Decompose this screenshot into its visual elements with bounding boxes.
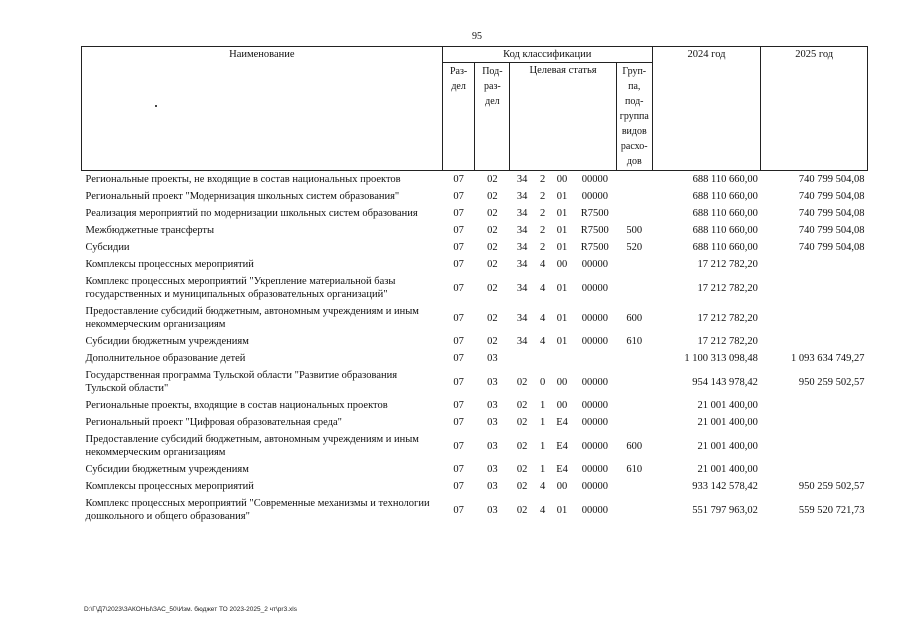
table-row [82,431,868,461]
row-section: 07 [453,208,464,219]
row-target-type: 4 [539,259,546,270]
row-amount-2024: 688 110 660,00 [692,225,758,236]
row-target-program: 34 [516,208,528,219]
row-amount-2024: 688 110 660,00 [692,208,758,219]
row-amount-2025: 740 799 504,08 [798,174,865,185]
row-target-sub: 01 [556,208,568,219]
row-target-type: 2 [539,225,546,236]
row-subsection: 02 [487,208,498,219]
header-expense-group: Груп- па, под- группа видов расхо- дов [616,63,652,171]
row-target-type: 4 [539,282,546,294]
row-subsection: 02 [487,259,498,270]
row-target-type: 1 [539,440,546,452]
row-amount-2024: 21 001 400,00 [697,417,758,428]
row-section: 07 [453,353,464,364]
row-section: 07 [453,174,464,185]
row-target-direction [573,350,616,367]
row-amount-2024: 21 001 400,00 [697,464,758,475]
row-target-program: 02 [516,417,528,428]
row-target-sub: 01 [556,282,568,294]
row-amount-2024: 17 212 782,20 [697,259,758,270]
table-row [82,350,868,367]
header-target-article: Целевая статья [510,63,617,171]
row-target-sub: 00 [556,174,568,185]
header-name: Наименование [82,47,443,171]
row-target-program: 34 [516,191,528,202]
row-target-sub: 00 [556,481,568,492]
row-name: Региональные проекты, входящие в состав национальных проектов [85,400,388,411]
budget-table [81,46,868,525]
row-target-direction: 00000 [581,174,608,185]
row-target-type: 4 [539,481,546,492]
row-target-program: 34 [516,312,528,324]
header-year-2025: 2025 год [761,47,868,171]
row-expense-group [616,367,652,397]
row-subsection: 02 [487,191,498,202]
row-section: 07 [453,282,464,294]
row-name: Комплексы процессных мероприятий [85,259,254,270]
table-body [82,171,868,526]
row-section: 07 [453,504,464,516]
row-subsection: 02 [487,336,498,347]
row-amount-2024: 17 212 782,20 [697,336,758,347]
row-target-sub [551,350,574,367]
row-subsection: 02 [487,282,498,294]
row-name: Субсидии бюджетным учреждениям [85,336,249,347]
row-target-type: 4 [539,504,546,516]
row-expense-group [616,273,652,303]
row-target-type: 2 [539,208,546,219]
row-target-direction: R7500 [580,242,609,253]
row-amount-2025 [761,461,868,478]
header-code-classification: Код классификации [442,47,652,63]
row-name: Дополнительное образование детей [85,353,246,364]
row-target-program: 02 [516,376,528,388]
row-expense-group [616,350,652,367]
row-amount-2025 [761,431,868,461]
row-section: 07 [453,400,464,411]
row-target-direction: 00000 [581,376,608,388]
row-target-direction: 00000 [581,336,608,347]
row-subsection: 02 [487,312,498,324]
row-target-type: 2 [539,174,546,185]
row-subsection: 02 [487,242,498,253]
row-target-type: 1 [539,417,546,428]
row-target-program: 02 [516,464,528,475]
row-amount-2024: 1 100 313 098,48 [684,353,758,364]
row-name: Субсидии бюджетным учреждениям [85,464,249,475]
row-target-type: 2 [539,191,546,202]
row-amount-2025: 740 799 504,08 [798,208,865,219]
header-subsection: Под- раз- дел [475,63,510,171]
row-target-direction: 00000 [581,464,608,475]
row-target-type: 4 [539,336,546,347]
row-subsection: 03 [487,464,498,475]
row-expense-group [616,171,652,189]
row-amount-2025 [761,414,868,431]
row-amount-2024: 17 212 782,20 [697,282,758,294]
row-section: 07 [453,417,464,428]
table-row [82,205,868,222]
row-expense-group [616,397,652,414]
footer-file-path: D:\Г\Д7\2023\ЗАКОНЫ\ЗАС_50\Изм. бюджет ТО 2023-2025_2 чт\pr3.xls [84,606,297,613]
row-amount-2024: 551 797 963,02 [692,504,758,516]
row-section: 07 [453,242,464,253]
row-amount-2024: 954 143 978,42 [692,376,758,388]
row-amount-2024: 21 001 400,00 [697,400,758,411]
row-amount-2024: 17 212 782,20 [697,312,758,324]
row-amount-2024: 688 110 660,00 [692,242,758,253]
row-section: 07 [453,376,464,388]
row-amount-2025: 740 799 504,08 [798,191,865,202]
row-target-sub: 01 [556,242,568,253]
row-section: 07 [453,481,464,492]
row-target-program: 34 [516,336,528,347]
row-amount-2025 [761,303,868,333]
row-name: Государственная программа Тульской области "Развитие образования Тульской области" [85,370,398,394]
row-target-program [510,350,535,367]
row-target-program: 34 [516,225,528,236]
row-section: 07 [453,464,464,475]
row-expense-group [616,205,652,222]
row-name: Предоставление субсидий бюджетным, автономным учреждениям и иным некоммерческим организациям [85,434,419,458]
row-subsection: 02 [487,174,498,185]
row-target-direction: R7500 [580,208,609,219]
row-target-type: 2 [539,242,546,253]
row-name: Межбюджетные трансферты [85,225,215,236]
row-target-type: 0 [539,376,546,388]
table-row [82,461,868,478]
row-amount-2024: 21 001 400,00 [697,440,758,452]
row-amount-2025: 950 259 502,57 [798,376,865,388]
row-amount-2025 [761,273,868,303]
row-expense-group: 600 [626,312,643,324]
row-target-program: 02 [516,440,528,452]
row-section: 07 [453,336,464,347]
row-target-sub: 01 [556,191,568,202]
row-target-direction: 00000 [581,417,608,428]
row-target-direction: 00000 [581,400,608,411]
row-subsection: 03 [487,440,498,452]
row-name: Комплексы процессных мероприятий [85,481,254,492]
row-expense-group: 610 [626,336,643,347]
row-subsection: 03 [487,353,498,364]
row-target-sub: 01 [556,225,568,236]
row-subsection: 03 [487,400,498,411]
row-name: Реализация мероприятий по модернизации школьных систем образования [85,208,418,219]
table-row [82,256,868,273]
row-target-program: 34 [516,259,528,270]
row-amount-2025: 950 259 502,57 [798,481,865,492]
row-amount-2024: 688 110 660,00 [692,174,758,185]
row-amount-2025 [761,256,868,273]
row-name: Комплекс процессных мероприятий "Современные механизмы и технологии дошкольного и общего образования" [85,498,430,522]
row-expense-group [616,256,652,273]
row-amount-2025: 1 093 634 749,27 [791,353,865,364]
row-name: Предоставление субсидий бюджетным, автономным учреждениям и иным некоммерческим организациям [85,306,419,330]
table-row [82,222,868,239]
row-target-program: 34 [516,282,528,294]
row-name: Региональные проекты, не входящие в состав национальных проектов [85,174,401,185]
row-name: Субсидии [85,242,130,253]
row-expense-group [616,495,652,525]
header-section: Раз- дел [442,63,475,171]
row-target-direction: 00000 [581,481,608,492]
row-target-sub: 00 [556,376,568,388]
row-target-direction: 00000 [581,191,608,202]
row-target-sub: E4 [556,417,568,428]
row-subsection: 03 [487,376,498,388]
row-section: 07 [453,312,464,324]
row-expense-group: 610 [626,464,643,475]
row-target-direction: 00000 [581,282,608,294]
row-section: 07 [453,191,464,202]
table-header [82,47,868,171]
row-target-type: 1 [539,400,546,411]
row-amount-2025: 559 520 721,73 [798,504,865,516]
row-expense-group [616,414,652,431]
header-year-2024: 2024 год [652,47,761,171]
row-amount-2025: 740 799 504,08 [798,242,865,253]
row-name: Региональный проект "Цифровая образовательная среда" [85,417,342,428]
table-row [82,171,868,189]
row-amount-2024: 933 142 578,42 [692,481,758,492]
row-section: 07 [453,259,464,270]
table-row [82,188,868,205]
row-subsection: 03 [487,417,498,428]
row-amount-2024: 688 110 660,00 [692,191,758,202]
row-amount-2025: 740 799 504,08 [798,225,865,236]
page-number: 95 [472,31,482,42]
row-amount-2025 [761,333,868,350]
row-expense-group [616,478,652,495]
row-expense-group [616,188,652,205]
row-expense-group: 520 [626,242,643,253]
row-target-type: 4 [539,312,546,324]
table-row [82,495,868,525]
row-subsection: 03 [487,504,498,516]
row-target-direction: R7500 [580,225,609,236]
row-target-program: 02 [516,504,528,516]
row-target-program: 34 [516,174,528,185]
row-amount-2025 [761,397,868,414]
row-name: Региональный проект "Модернизация школьных систем образования" [85,191,400,202]
table-row [82,239,868,256]
table-row [82,367,868,397]
row-expense-group: 500 [626,225,643,236]
row-target-direction: 00000 [581,440,608,452]
row-target-sub: E4 [556,440,568,452]
table-row [82,414,868,431]
row-target-type: 1 [539,464,546,475]
row-name: Комплекс процессных мероприятий "Укрепление материальной базы государственных и муниципальных образовательных организаций" [85,276,396,300]
row-target-sub: E4 [556,464,568,475]
row-target-program: 02 [516,400,528,411]
row-target-direction: 00000 [581,504,608,516]
row-subsection: 02 [487,225,498,236]
row-target-direction: 00000 [581,259,608,270]
table-row [82,478,868,495]
row-target-type [534,350,550,367]
row-target-direction: 00000 [581,312,608,324]
row-subsection: 03 [487,481,498,492]
table-row [82,333,868,350]
row-target-program: 02 [516,481,528,492]
row-target-sub: 01 [556,336,568,347]
row-section: 07 [453,440,464,452]
row-target-sub: 00 [556,400,568,411]
row-target-sub: 00 [556,259,568,270]
table-row [82,273,868,303]
table-row [82,397,868,414]
row-expense-group: 600 [626,440,643,452]
row-target-sub: 01 [556,504,568,516]
row-target-sub: 01 [556,312,568,324]
row-section: 07 [453,225,464,236]
row-target-program: 34 [516,242,528,253]
table-row [82,303,868,333]
